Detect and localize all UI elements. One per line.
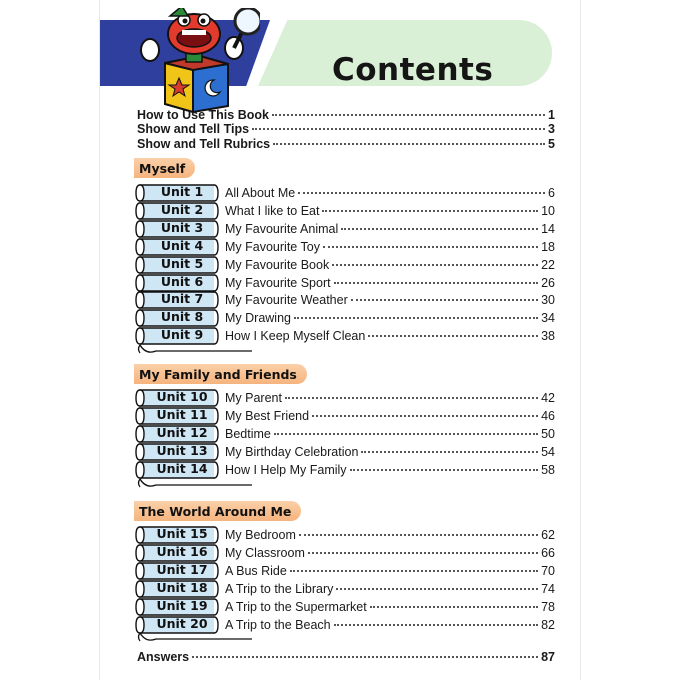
unit-title: My Best Friend <box>225 409 310 423</box>
unit-title: My Favourite Toy <box>225 240 320 254</box>
unit-title: My Birthday Celebration <box>225 445 359 459</box>
unit-label: Unit 7 <box>160 291 204 306</box>
toc-entry-title: Answers <box>137 650 190 664</box>
unit-page: 38 <box>541 329 555 343</box>
unit-scroll-badge <box>134 442 222 462</box>
unit-page: 46 <box>541 409 555 423</box>
leader-dots <box>192 656 538 658</box>
unit-title: A Trip to the Supermarket <box>225 600 367 614</box>
unit-title: All About Me <box>225 186 296 200</box>
unit-title: My Parent <box>225 391 282 405</box>
leader-dots <box>323 246 538 248</box>
unit-page: 78 <box>541 600 555 614</box>
toc-entry-title: Show and Tell Tips <box>137 122 250 136</box>
unit-title: My Favourite Book <box>225 258 330 272</box>
leader-dots <box>298 192 545 194</box>
unit-page: 26 <box>541 276 555 290</box>
toc-entry-unit[interactable] <box>225 564 555 578</box>
toc-entry-page: 1 <box>548 108 555 122</box>
toc-entry-unit[interactable] <box>225 427 555 441</box>
jack-in-the-box-mascot-icon <box>130 8 260 113</box>
unit-page: 54 <box>541 445 555 459</box>
unit-page: 22 <box>541 258 555 272</box>
leader-dots <box>308 552 538 554</box>
unit-page: 6 <box>548 186 555 200</box>
unit-scroll-badge <box>134 255 222 275</box>
unit-scroll-badge <box>134 219 222 239</box>
leader-dots <box>294 317 538 319</box>
leader-dots <box>322 210 538 212</box>
toc-entry-unit[interactable] <box>225 391 555 405</box>
section-heading: Myself <box>134 158 195 178</box>
unit-label: Unit 8 <box>160 309 204 324</box>
toc-entry-page: 5 <box>548 137 555 151</box>
unit-label: Unit 13 <box>156 443 208 458</box>
contents-page <box>100 0 580 680</box>
unit-page: 62 <box>541 528 555 542</box>
unit-label: Unit 18 <box>156 580 208 595</box>
unit-label: Unit 16 <box>156 544 208 559</box>
unit-label: Unit 2 <box>160 202 204 217</box>
leader-dots <box>368 335 538 337</box>
toc-entry-unit[interactable] <box>225 409 555 423</box>
unit-label: Unit 17 <box>156 562 208 577</box>
leader-dots <box>299 534 538 536</box>
toc-entry-front-matter[interactable] <box>137 137 555 151</box>
unit-title: My Favourite Sport <box>225 276 331 290</box>
unit-page: 50 <box>541 427 555 441</box>
scroll-tail-decoration <box>136 476 256 498</box>
unit-label: Unit 6 <box>160 274 204 289</box>
unit-label: Unit 3 <box>160 220 204 235</box>
leader-dots <box>334 624 538 626</box>
toc-entry-unit[interactable] <box>225 311 555 325</box>
unit-label: Unit 20 <box>156 616 208 631</box>
toc-entry-unit[interactable] <box>225 204 555 218</box>
unit-title: My Favourite Weather <box>225 293 348 307</box>
leader-dots <box>350 469 539 471</box>
scroll-tail-decoration <box>136 342 256 364</box>
scroll-tail-decoration <box>136 630 256 652</box>
unit-title: My Classroom <box>225 546 305 560</box>
unit-title: A Bus Ride <box>225 564 287 578</box>
unit-page: 30 <box>541 293 555 307</box>
unit-scroll-badge <box>134 308 222 328</box>
toc-entry-unit[interactable] <box>225 618 555 632</box>
leader-dots <box>341 228 538 230</box>
toc-entry-page: 87 <box>541 650 555 664</box>
unit-label: Unit 5 <box>160 256 204 271</box>
leader-dots <box>370 606 538 608</box>
unit-page: 34 <box>541 311 555 325</box>
leader-dots <box>285 397 538 399</box>
toc-entry-unit[interactable] <box>225 528 555 542</box>
unit-label: Unit 4 <box>160 238 204 253</box>
toc-entry-unit[interactable] <box>225 582 555 596</box>
unit-page: 66 <box>541 546 555 560</box>
unit-scroll-badge <box>134 579 222 599</box>
section-heading: My Family and Friends <box>134 364 307 384</box>
unit-title: A Trip to the Beach <box>225 618 331 632</box>
unit-page: 10 <box>541 204 555 218</box>
unit-label: Unit 9 <box>160 327 204 342</box>
unit-scroll-badge <box>134 525 222 545</box>
unit-scroll-badge <box>134 597 222 617</box>
unit-page: 74 <box>541 582 555 596</box>
toc-entry-unit[interactable] <box>225 463 555 477</box>
unit-page: 58 <box>541 463 555 477</box>
leader-dots <box>351 299 538 301</box>
unit-page: 70 <box>541 564 555 578</box>
toc-entry-unit[interactable] <box>225 546 555 560</box>
leader-dots <box>274 433 538 435</box>
leader-dots <box>312 415 538 417</box>
toc-entry-unit[interactable] <box>225 222 555 236</box>
toc-entry-unit[interactable] <box>225 600 555 614</box>
unit-title: How I Help My Family <box>225 463 347 477</box>
unit-label: Unit 12 <box>156 425 208 440</box>
toc-entry-unit[interactable] <box>225 258 555 272</box>
toc-entry-page: 3 <box>548 122 555 136</box>
unit-label: Unit 19 <box>156 598 208 613</box>
unit-title: A Trip to the Library <box>225 582 334 596</box>
leader-dots <box>290 570 538 572</box>
unit-title: My Favourite Animal <box>225 222 339 236</box>
toc-entry-front-matter[interactable] <box>137 108 555 122</box>
toc-entry-unit[interactable] <box>225 276 555 290</box>
unit-scroll-badge <box>134 201 222 221</box>
toc-entry-title: Show and Tell Rubrics <box>137 137 271 151</box>
unit-scroll-badge <box>134 424 222 444</box>
leader-dots <box>252 128 545 130</box>
unit-title: My Bedroom <box>225 528 296 542</box>
unit-page: 42 <box>541 391 555 405</box>
unit-scroll-badge <box>134 237 222 257</box>
unit-scroll-badge <box>134 406 222 426</box>
leader-dots <box>273 143 545 145</box>
toc-entry-unit[interactable] <box>225 293 555 307</box>
unit-label: Unit 14 <box>156 461 208 476</box>
leader-dots <box>336 588 538 590</box>
unit-title: How I Keep Myself Clean <box>225 329 366 343</box>
unit-label: Unit 11 <box>156 407 208 422</box>
unit-title: What I like to Eat <box>225 204 320 218</box>
unit-page: 82 <box>541 618 555 632</box>
page-title: Contents <box>332 52 494 88</box>
unit-label: Unit 10 <box>156 389 208 404</box>
unit-scroll-badge <box>134 561 222 581</box>
toc-entry-answers[interactable] <box>137 650 555 664</box>
unit-title: Bedtime <box>225 427 271 441</box>
unit-label: Unit 1 <box>160 184 204 199</box>
toc-entry-unit[interactable] <box>225 329 555 343</box>
unit-scroll-badge <box>134 388 222 408</box>
unit-scroll-badge <box>134 183 222 203</box>
toc-entry-title: How to Use This Book <box>137 108 269 122</box>
toc-entry-front-matter[interactable] <box>137 122 555 136</box>
leader-dots <box>334 282 539 284</box>
unit-scroll-badge <box>134 543 222 563</box>
leader-dots <box>361 451 538 453</box>
toc-entry-unit[interactable] <box>225 186 555 200</box>
unit-page: 14 <box>541 222 555 236</box>
toc-entry-unit[interactable] <box>225 240 555 254</box>
leader-dots <box>332 264 538 266</box>
unit-page: 18 <box>541 240 555 254</box>
unit-scroll-badge <box>134 290 222 310</box>
leader-dots <box>272 114 545 116</box>
toc-entry-unit[interactable] <box>225 445 555 459</box>
unit-label: Unit 15 <box>156 526 208 541</box>
section-heading: The World Around Me <box>134 501 301 521</box>
unit-title: My Drawing <box>225 311 291 325</box>
